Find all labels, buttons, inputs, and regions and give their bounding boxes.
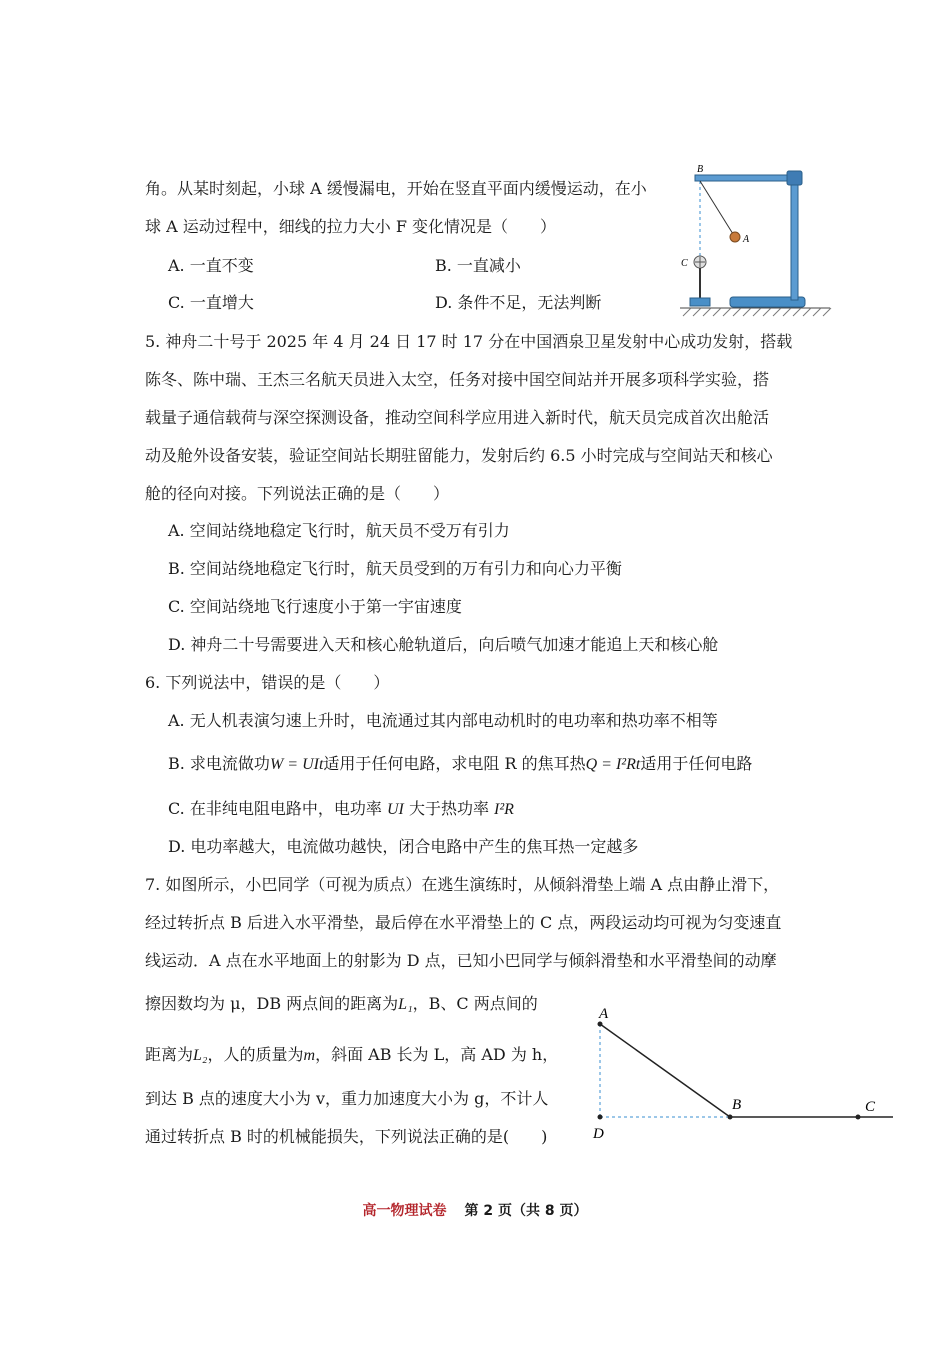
q6-b-formula-work: W = UIt <box>269 756 324 773</box>
q6-stem: 6. 下列说法中，错误的是（ ） <box>145 673 390 692</box>
point-c <box>856 1115 861 1120</box>
point-d <box>598 1115 603 1120</box>
q7-l5-c: ，斜面 AB 长为 L，高 AD 为 h， <box>315 1045 559 1064</box>
q6-option-b[interactable] <box>168 751 752 774</box>
string <box>700 181 733 234</box>
q4-stem-line-1: 角。从某时刻起，小球 A 缓慢漏电，开始在竖直平面内缓慢运动，在小 <box>145 179 647 198</box>
q6-b-suffix: 适用于任何电路 <box>640 754 753 773</box>
q7-slide-figure <box>585 998 900 1148</box>
q5-stem-line-5: 舱的径向对接。下列说法正确的是（ ） <box>145 484 450 503</box>
stand-pole <box>791 175 798 300</box>
q5-stem-line-1: 5. 神舟二十号于 2025 年 4 月 24 日 17 时 17 分在中国酒泉卫星发射中心成功发射，搭载 <box>145 332 793 351</box>
q6-c-formula-power: UI <box>386 801 404 818</box>
q4-option-a[interactable]: A. 一直不变 <box>168 256 254 275</box>
q7-stem-line-2: 经过转折点 B 后进入水平滑垫，最后停在水平滑垫上的 C 点，两段运动均可视为匀变速直 <box>145 913 782 932</box>
page-footer <box>0 1200 950 1220</box>
q7-stem-line-5 <box>145 1042 558 1065</box>
q7-stem-line-4 <box>145 991 538 1014</box>
q6-b-mid: 适用于任何电路，求电阻 R 的焦耳热 <box>323 754 586 773</box>
top-bar <box>695 175 795 181</box>
q7-l5-b: ，人的质量为 <box>207 1045 304 1064</box>
label-b: B <box>732 1097 742 1113</box>
label-a: A <box>743 234 750 245</box>
label-d: D <box>593 1126 604 1142</box>
q6-c-formula-heatpower: I²R <box>494 801 514 818</box>
q6-b-formula-heat: Q = I²Rt <box>585 756 641 773</box>
q7-l5-a: 距离为 <box>145 1045 194 1064</box>
label-c: C <box>865 1099 876 1115</box>
q7-stem-line-1: 7. 如图所示，小巴同学（可视为质点）在逃生演练时，从倾斜滑垫上端 A 点由静止滑下， <box>145 875 780 894</box>
q4-apparatus-figure <box>675 160 840 320</box>
incline-ab <box>600 1024 730 1117</box>
q5-option-b[interactable]: B. 空间站绕地稳定飞行时，航天员受到的万有引力和向心力平衡 <box>168 559 622 578</box>
q7-stem-line-7: 通过转折点 B 时的机械能损失，下列说法正确的是( ) <box>145 1127 548 1146</box>
q5-stem-line-2: 陈冬、陈中瑞、王杰三名航天员进入太空，任务对接中国空间站并开展多项科学实验，搭 <box>145 370 770 389</box>
q4-option-b[interactable]: B. 一直减小 <box>435 256 521 275</box>
q4-option-c[interactable]: C. 一直增大 <box>168 293 254 312</box>
q6-b-prefix: B. 求电流做功 <box>168 754 270 773</box>
q5-stem-line-3: 载量子通信载荷与深空探测设备，推动空间科学应用进入新时代，航天员完成首次出舱活 <box>145 408 770 427</box>
label-b: B <box>697 164 704 175</box>
q7-var-m: m <box>303 1047 316 1064</box>
q6-c-prefix: C. 在非纯电阻电路中，电功率 <box>168 799 382 818</box>
q7-var-l1: L₁ <box>398 996 413 1013</box>
q6-c-mid: 大于热功率 <box>408 799 489 818</box>
q5-option-c[interactable]: C. 空间站绕地飞行速度小于第一宇宙速度 <box>168 597 462 616</box>
q7-var-l2: L₂ <box>193 1047 208 1064</box>
q7-l4-b: ，B、C 两点间的 <box>412 994 538 1013</box>
q6-option-d[interactable]: D. 电功率越大，电流做功越快，闭合电路中产生的焦耳热一定越多 <box>168 837 639 856</box>
q5-option-a[interactable]: A. 空间站绕地稳定飞行时，航天员不受万有引力 <box>168 521 510 540</box>
q6-option-c[interactable] <box>168 796 514 819</box>
charged-ball-a <box>730 232 740 242</box>
clamp <box>787 171 802 185</box>
q7-stem-line-3: 线运动．A 点在水平地面上的射影为 D 点，已知小巴同学与倾斜滑垫和水平滑垫间的动摩 <box>145 951 777 970</box>
q5-option-d[interactable]: D. 神舟二十号需要进入天和核心舱轨道后，向后喷气加速才能追上天和核心舱 <box>168 635 719 654</box>
sphere-base <box>690 298 710 306</box>
footer-page-number: 第 2 页（共 8 页） <box>464 1203 588 1219</box>
q6-option-a[interactable]: A. 无人机表演匀速上升时，电流通过其内部电动机时的电功率和热功率不相等 <box>168 711 718 730</box>
label-c: C <box>681 258 688 269</box>
q4-stem-line-2: 球 A 运动过程中，细线的拉力大小 F 变化情况是（ ） <box>145 217 557 236</box>
q7-stem-line-6: 到达 B 点的速度大小为 v，重力加速度大小为 g，不计人 <box>145 1089 549 1108</box>
point-a <box>598 1022 603 1027</box>
q4-option-d[interactable]: D. 条件不足，无法判断 <box>435 293 602 312</box>
q5-stem-line-4: 动及舱外设备安装，验证空间站长期驻留能力，发射后约 6.5 小时完成与空间站天和核心 <box>145 446 773 465</box>
label-a: A <box>599 1006 609 1022</box>
q7-l4-a: 擦因数均为 μ，DB 两点间的距离为 <box>145 994 399 1013</box>
ground-hatching <box>680 308 831 316</box>
footer-subject: 高一物理试卷 <box>362 1203 447 1219</box>
point-b <box>728 1115 733 1120</box>
